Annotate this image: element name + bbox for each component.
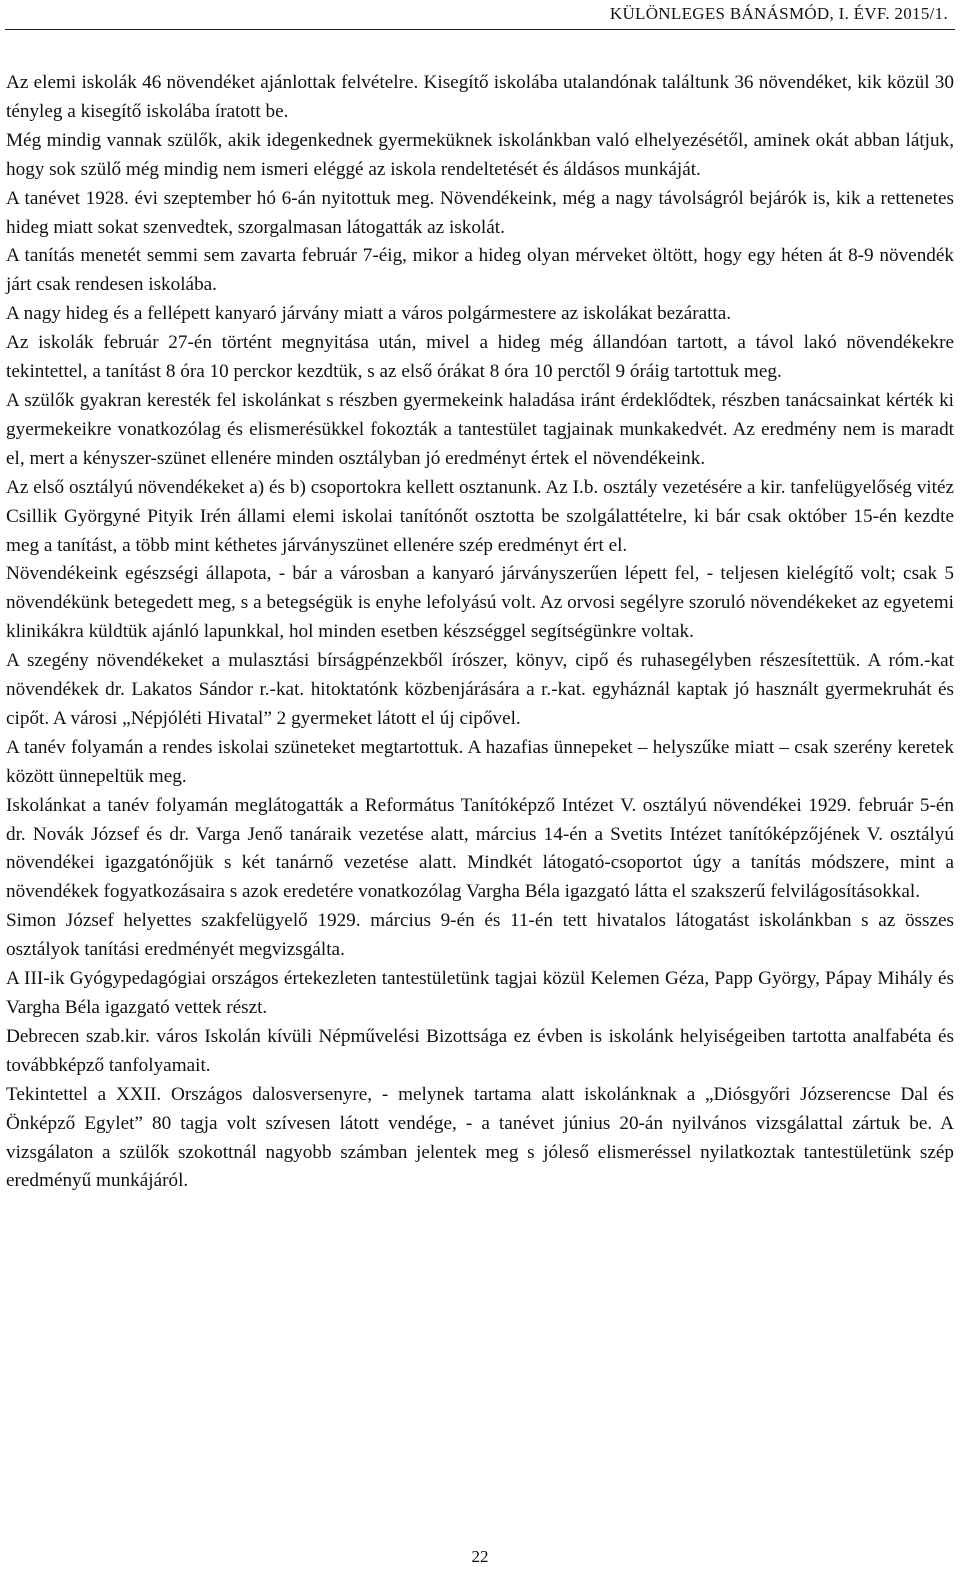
paragraph: Növendékeink egészségi állapota, - bár a városban a kanyaró járványszerűen lépett fel, - teljesen kielégítő volt; csak 5 növendékünk betegedett meg, s a betegségük is enyhe lefolyású volt. Az orvosi segélyre szoruló növendékeket az egyetemi klinikákra küldtük ajánló lapunkkal, hol minden esetben készséggel segítségünkre voltak.: [6, 563, 954, 643]
paragraph: Még mindig vannak szülők, akik idegenkednek gyermeküknek iskolánkban való elhelyezésétől, aminek okát abban látjuk, hogy sok szülő még mindig nem ismeri eléggé az iskola rendeltetését és áldásos munkáját.: [6, 129, 954, 180]
body-text: [6, 69, 954, 1196]
paragraph: A tanév folyamán a rendes iskolai szüneteket megtartottuk. A hazafias ünnepeket – helyszűke miatt – csak szerény keretek között ünnepeltük meg.: [6, 736, 954, 787]
paragraph: Tekintettel a XXII. Országos dalosversenyre, - melynek tartama alatt iskolánknak a „Diósgyőri Józserencse Dal és Önképző Egylet” 80 tagja volt szívesen látott vendége, - a tanévet június 20-án nyilvános vizsgálattal zártuk be. A vizsgálaton a szülők szokottnál nagyobb számban jelentek meg s jóleső elismeréssel nyilatkoztak tantestületünk szép eredményű munkájáról.: [6, 1083, 954, 1192]
running-header: KÜLÖNLEGES BÁNÁSMÓD, I. ÉVF. 2015/1.: [609, 4, 948, 23]
header-rule: [5, 29, 955, 30]
paragraph: Debrecen szab.kir. város Iskolán kívüli Népművelési Bizottsága ez évben is iskolánk helyiségeiben tartotta analfabéta és továbbképző tanfolyamait.: [6, 1025, 954, 1076]
paragraph: A szegény növendékeket a mulasztási bírságpénzekből írószer, könyv, cipő és ruhasegélyben részesítettük. A róm.-kat növendékek dr. Lakatos Sándor r.-kat. hitoktatónk közbenjárására a r.-kat. egyháznál kaptak jó használt gyermekruhát és cipőt. A városi „Népjóléti Hivatal” 2 gyermeket látott el új cipővel.: [6, 650, 954, 729]
paragraph: Az iskolák február 27-én történt megnyitása után, mivel a hideg még állandóan tartott, a távol lakó növendékekre tekintettel, a tanítást 8 óra 10 perckor kezdtük, s az első órákat 8 óra 10 perctől 9 óráig tartottuk meg.: [6, 332, 954, 383]
paragraph: Az első osztályú növendékeket a) és b) csoportokra kellett osztanunk. Az I.b. osztály vezetésére a kir. tanfelügyelőség vitéz Csillik Györgyné Pityik Irén állami elemi iskolai tanítónőt osztotta be szolgálattételre, ki bár csak október 15-én kezdte meg a tanítást, a több mint kéthetes járványszünet ellenére szép eredményt ért el.: [6, 476, 954, 556]
paragraph: A III-ik Gyógypedagógiai országos értekezleten tantestületünk tagjai közül Kelemen Géza, Papp György, Pápay Mihály és Vargha Béla igazgató vettek részt.: [6, 968, 954, 1018]
paragraph: A tanítás menetét semmi sem zavarta február 7-éig, mikor a hideg olyan mérveket öltött, hogy egy héten át 8-9 növendék járt csak rendesen iskolába.: [6, 245, 954, 296]
page-number: 22: [471, 1547, 489, 1566]
paragraph: A tanévet 1928. évi szeptember hó 6-án nyitottuk meg. Növendékeink, még a nagy távolságról bejárók is, kik a rettenetes hideg miatt sokat szenvedtek, szorgalmasan látogatták az iskolát.: [6, 187, 954, 238]
paragraph: Iskolánkat a tanév folyamán meglátogatták a Református Tanítóképző Intézet V. osztályú növendékei 1929. február 5-én dr. Novák József és dr. Varga Jenő tanáraik vezetése alatt, március 14-én a Svetits Intézet tanítóképzőjének V. osztályú növendékei igazgatónőjük s két tanárnő vezetése alatt. Mindkét látogató-csoportot úgy a tanítás módszere, mint a növendékek fogyatkozásaira s azok eredetére vonatkozólag Vargha Béla igazgató látta el szakszerű felvilágosításokkal.: [6, 794, 954, 903]
paragraph: Az elemi iskolák 46 növendéket ajánlottak felvételre. Kisegítő iskolába utalandónak találtunk 36 növendéket, kik közül 30 tényleg a kisegítő iskolába íratott be.: [6, 72, 954, 122]
paragraph: Simon József helyettes szakfelügyelő 1929. március 9-én és 11-én tett hivatalos látogatást iskolánkban s az összes osztályok tanítási eredményét megvizsgálta.: [6, 910, 954, 961]
paragraph: A szülők gyakran keresték fel iskolánkat s részben gyermekeink haladása iránt érdeklődtek, részben tanácsainkat kérték ki gyermekeikre vonatkozólag és elismerésükkel fokozták a tantestület tagjainak munkakedvét. Az eredmény nem is maradt el, mert a kényszer-szünet ellenére minden osztályban jó eredményt értek el növendékeink.: [6, 389, 954, 469]
paragraph: A nagy hideg és a fellépett kanyaró járvány miatt a város polgármestere az iskolákat bezáratta.: [6, 303, 732, 325]
